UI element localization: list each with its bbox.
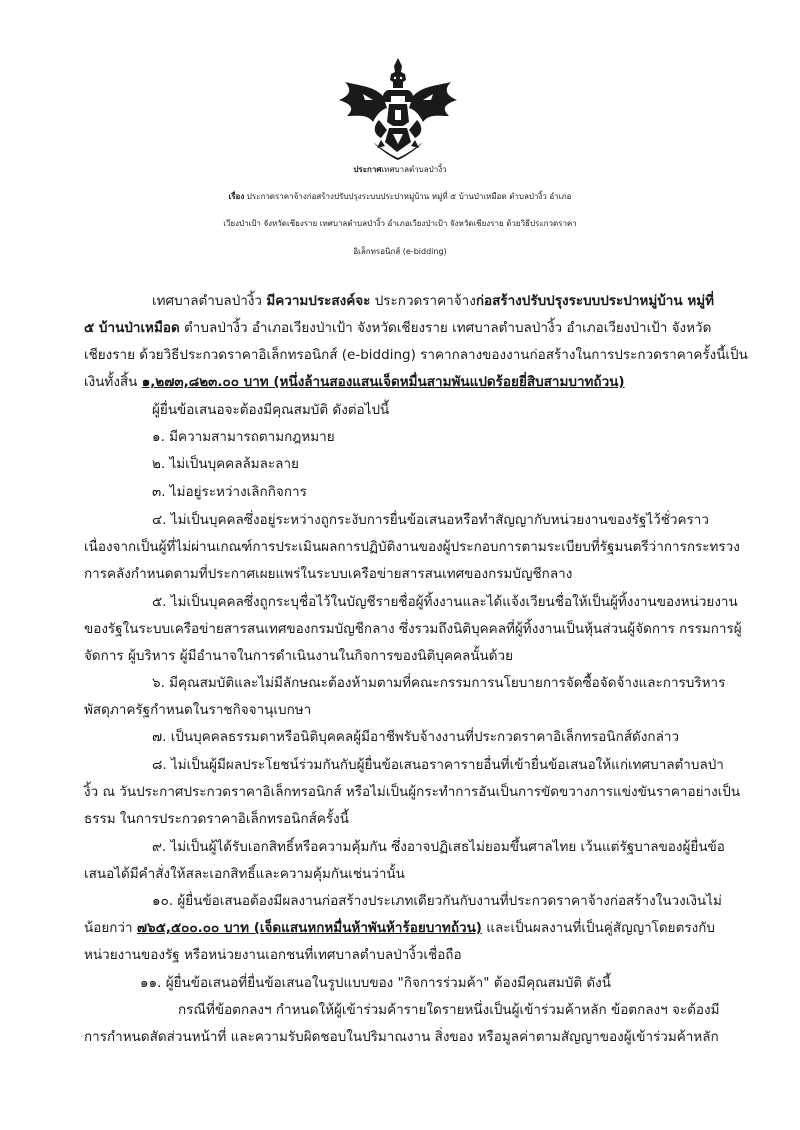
intro-line-3: เชียงราย ด้วยวิธีประกวดราคาอิเล็กทรอนิกส์ (e-bidding) ราคากลางของงานก่อสร้างในการประกวดราคาครั้งนี้เป็น bbox=[84, 347, 748, 363]
qualification-2: ๒. ไม่เป็นบุคคลล้มละลาย bbox=[152, 456, 299, 472]
qualification-10-line-3: หน่วยงานของรัฐ หรือหน่วยงานเอกชนที่เทศบาลตำบลป่างิ้วเชื่อถือ bbox=[84, 947, 462, 963]
qualification-5-line-2: ของรัฐในระบบเครือข่ายสารสนเทศของกรมบัญชีกลาง ซึ่งรวมถึงนิติบุคคลที่ผู้ทิ้งงานเป็นหุ้นส่วนผู้จัดการ กรรมการผู้ bbox=[84, 621, 742, 637]
qualification-9-line-1: ๙. ไม่เป็นผู้ได้รับเอกสิทธิ์หรือความคุ้มกัน ซึ่งอาจปฏิเสธไม่ยอมขึ้นศาลไทย เว้นแต่รัฐบาลของผู้ยื่นข้อ bbox=[152, 839, 725, 855]
qualification-4-line-1: ๔. ไม่เป็นบุคคลซึ่งอยู่ระหว่างถูกระงับการยื่นข้อเสนอหรือทำสัญญากับหน่วยงานของรัฐไว้ชั่วคราว bbox=[152, 512, 709, 528]
qualification-4-line-3: การคลังกำหนดตามที่ประกาศเผยแพร่ในระบบเครือข่ายสารสนเทศของกรมบัญชีกลาง bbox=[84, 566, 573, 582]
intro-line-1: เทศบาลตำบลป่างิ้ว มีความประสงค์จะ ประกวดราคาจ้างก่อสร้างปรับปรุงระบบประปาหมู่บ้าน หมู่ที่ bbox=[152, 293, 715, 309]
intro-line-4: เงินทั้งสิ้น ๑,๒๗๓,๘๒๓.๐๐ บาท (หนึ่งล้านสองแสนเจ็ดหมื่นสามพันแปดร้อยยี่สิบสามบาทถ้วน) bbox=[84, 374, 625, 390]
qualification-6-line-2: พัสดุภาครัฐกำหนดในราชกิจจานุเบกษา bbox=[84, 702, 312, 718]
qualification-8-line-3: ธรรม ในการประกวดราคาอิเล็กทรอนิกส์ครั้งนี้ bbox=[84, 811, 349, 827]
qualification-1: ๑. มีความสามารถตามกฎหมาย bbox=[152, 429, 335, 445]
announcement-title: ประกาศเทศบาลตำบลป่างิ้ว bbox=[353, 165, 447, 174]
garuda-emblem-icon bbox=[333, 56, 463, 161]
qualification-11-para-line-1: กรณีที่ข้อตกลงฯ กำหนดให้ผู้เข้าร่วมค้ารายใดรายหนึ่งเป็นผู้เข้าร่วมค้าหลัก ข้อตกลงฯ จะต้องมี bbox=[178, 1002, 720, 1018]
subject-label: เรื่อง bbox=[228, 192, 245, 201]
qualification-8-line-2: งิ้ว ณ วันประกาศประกวดราคาอิเล็กทรอนิกส์ หรือไม่เป็นผู้กระทำการอันเป็นการขัดขวางการแข่งขันราคาอย่างเป็น bbox=[84, 784, 741, 800]
qualification-11: ๑๑. ผู้ยื่นข้อเสนอที่ยื่นข้อเสนอในรูปแบบของ "กิจการร่วมค้า" ต้องมีคุณสมบัติ ดังนี้ bbox=[140, 975, 611, 991]
qualification-6-line-1: ๖. มีคุณสมบัติและไม่มีลักษณะต้องห้ามตามที่คณะกรรมการนโยบายการจัดซื้อจัดจ้างและการบริหาร bbox=[152, 675, 726, 691]
reference-price: ๑,๒๗๓,๘๒๓.๐๐ บาท (หนึ่งล้านสองแสนเจ็ดหมื่นสามพันแปดร้อยยี่สิบสามบาทถ้วน) bbox=[141, 374, 625, 390]
subject-line-1: เรื่อง ประกวดราคาจ้างก่อสร้างปรับปรุงระบบประปาหมู่บ้าน หมู่ที่ ๕ บ้านป่าเหมือด ตำบลป่างิ้ว อำเภอ bbox=[228, 192, 572, 201]
qualification-4-line-2: เนื่องจากเป็นผู้ที่ไม่ผ่านเกณฑ์การประเมินผลการปฏิบัติงานของผู้ประกอบการตามระเบียบที่รัฐมนตรีว่าการกระทรวง bbox=[84, 539, 740, 555]
qualification-10-line-2: น้อยกว่า ๗๖๕,๕๐๐.๐๐ บาท (เจ็ดแสนหกหมื่นห้าพันห้าร้อยบาทถ้วน) และเป็นผลงานที่เป็นคู่สัญญาโดยตรงกับ bbox=[84, 920, 715, 936]
qualification-10-line-1: ๑๐. ผู้ยื่นข้อเสนอต้องมีผลงานก่อสร้างประเภทเดียวกันกับงานที่ประกวดราคาจ้างก่อสร้างในวงเงินไม่ bbox=[152, 893, 722, 909]
qualification-8-line-1: ๘. ไม่เป็นผู้มีผลประโยชน์ร่วมกันกับผู้ยื่นข้อเสนอราคารายอื่นที่เข้ายื่นข้อเสนอให้แก่เทศบาลตำบลป่า bbox=[152, 757, 724, 773]
qualification-11-para-line-2: การกำหนดสัดส่วนหน้าที่ และความรับผิดชอบในปริมาณงาน สิ่งของ หรือมูลค่าตามสัญญาของผู้เข้าร่วมค้าหลัก bbox=[84, 1029, 719, 1045]
minimum-work-value: ๗๖๕,๕๐๐.๐๐ บาท (เจ็ดแสนหกหมื่นห้าพันห้าร้อยบาทถ้วน) bbox=[136, 920, 482, 936]
qualifications-heading: ผู้ยื่นข้อเสนอจะต้องมีคุณสมบัติ ดังต่อไปนี้ bbox=[152, 402, 390, 418]
qualification-3: ๓. ไม่อยู่ระหว่างเลิกกิจการ bbox=[152, 484, 307, 500]
qualification-7: ๗. เป็นบุคคลธรรมดาหรือนิติบุคคลผู้มีอาชีพรับจ้างงานที่ประกวดราคาอิเล็กทรอนิกส์ดังกล่าว bbox=[152, 729, 680, 745]
qualification-5-line-3: จัดการ ผู้บริหาร ผู้มีอำนาจในการดำเนินงานในกิจการของนิติบุคคลนั้นด้วย bbox=[84, 648, 514, 664]
subject-line-3: อิเล็กทรอนิกส์ (e-bidding) bbox=[353, 247, 447, 256]
qualification-9-line-2: เสนอได้มีคำสั่งให้สละเอกสิทธิ์และความคุ้มกันเช่นว่านั้น bbox=[84, 866, 405, 882]
qualification-5-line-1: ๕. ไม่เป็นบุคคลซึ่งถูกระบุชื่อไว้ในบัญชีรายชื่อผู้ทิ้งงานและได้แจ้งเวียนชื่อให้เป็นผู้ทิ้งงานของหน่วยงาน bbox=[152, 594, 738, 610]
intro-line-2: ๕ บ้านป่าเหมือด ตำบลป่างิ้ว อำเภอเวียงป่าเป้า จังหวัดเชียงราย เทศบาลตำบลป่างิ้ว อำเภอเวียงป่าเป้า จังหวัด bbox=[84, 320, 712, 336]
subject-line-2: เวียงป่าเป้า จังหวัดเชียงราย เทศบาลตำบลป่างิ้ว อำเภอเวียงป่าเป้า จังหวัดเชียงราย ด้วยวิธีประกวดราคา bbox=[223, 219, 577, 228]
